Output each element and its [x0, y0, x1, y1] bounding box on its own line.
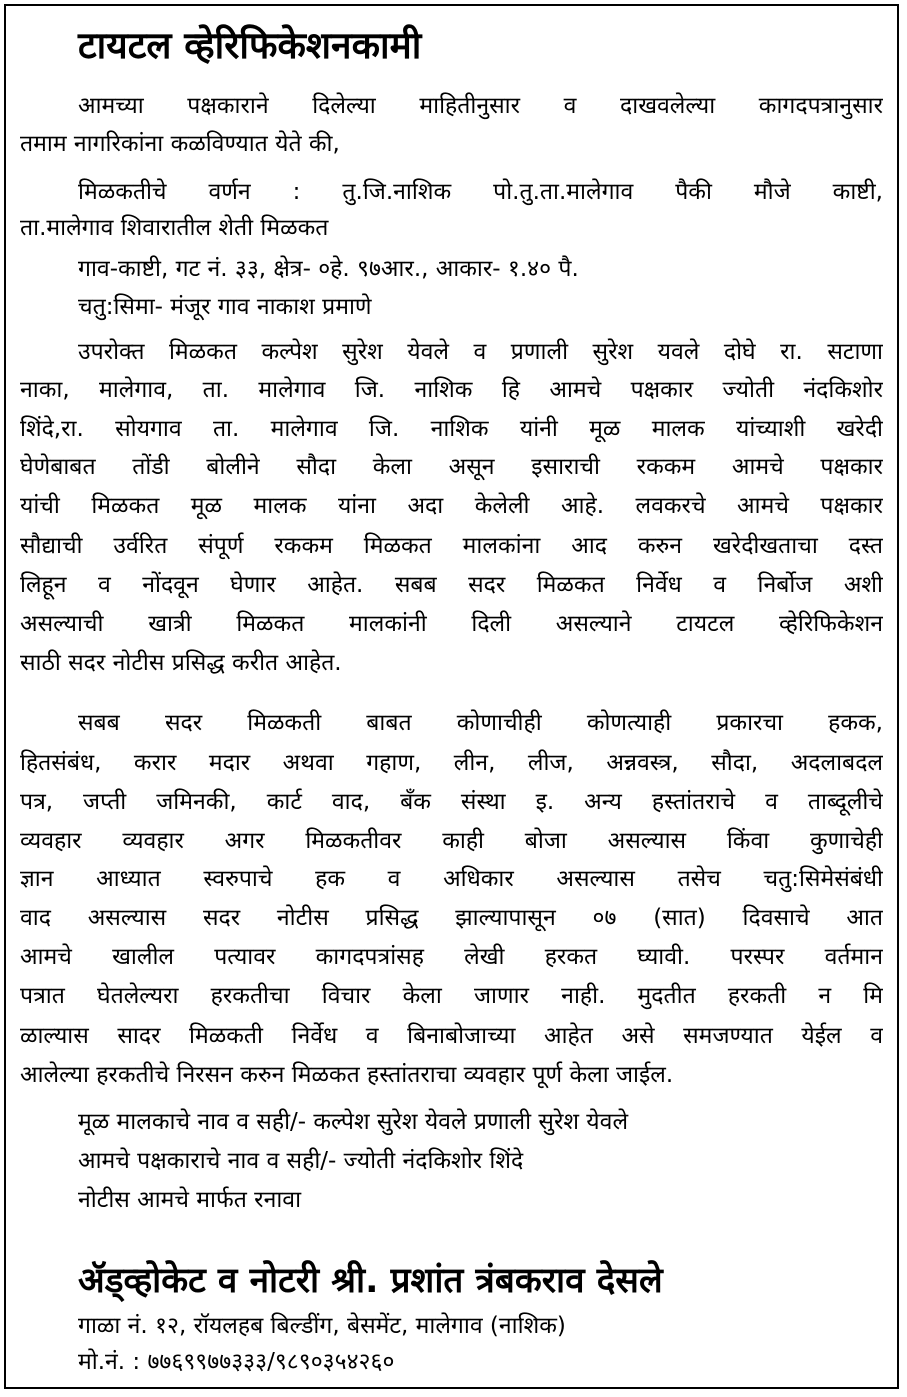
- paragraph-line: आमचे खालील पत्यावर कागदपत्रांसह लेखी हरकत घ्यावी. परस्पर वर्तमान: [20, 944, 883, 970]
- client-signature-line: आमचे पक्षकाराचे नाव व सही/- ज्योती नंदकिशोर शिंदे: [78, 1148, 524, 1174]
- paragraph-line: उपरोक्त मिळकत कल्पेश सुरेश येवले व प्रणाली सुरेश यवले दोघे रा. सटाणा: [78, 339, 883, 365]
- paragraph-line: नाका, मालेगाव, ता. मालेगाव जि. नाशिक हि आमचे पक्षकार ज्योती नंदकिशोर: [20, 377, 883, 403]
- advocate-phone: मो.नं. : ७७६९९७७३३३/९८९०३५४२६०: [78, 1349, 395, 1375]
- intro-line: तमाम नागरिकांना कळविण्यात येते की,: [20, 131, 340, 157]
- paragraph-line: ज्ञान आध्यात स्वरुपाचे हक व अधिकार असल्यास तसेच चतु:सिमेसंबंधी: [20, 866, 883, 892]
- paragraph-line: हितसंबंध, करार मदार अथवा गहाण, लीन, लीज, अन्नवस्त्र, सौदा, अदलाबदल: [20, 750, 883, 776]
- paragraph-line: सबब सदर मिळकती बाबत कोणाचीही कोणत्याही प्रकारचा हकक,: [78, 710, 883, 736]
- advocate-address: गाळा नं. १२, रॉयलहब बिल्डींग, बेसमेंट, मालेगाव (नाशिक): [78, 1313, 566, 1339]
- property-details-line: गाव-काष्टी, गट नं. ३३, क्षेत्र- ०हे. ९७आर., आकार- १.४० पै.: [78, 256, 579, 282]
- paragraph-line: पत्रात घेतलेल्यरा हरकतीचा विचार केला जाणार नाही. मुदतीत हरकती न मि: [20, 983, 883, 1009]
- property-description-line: मिळकतीचे वर्णन : तु.जि.नाशिक पो.तु.ता.मालेगाव पैकी मौजे काष्टी,: [78, 179, 883, 205]
- notice-through-line: नोटीस आमचे मार्फत रनावा: [78, 1187, 302, 1213]
- paragraph-line: आलेल्या हरकतीचे निरसन करुन मिळकत हस्तांतराचा व्यवहार पूर्ण केला जाईल.: [20, 1062, 674, 1088]
- paragraph-line: पत्र, जप्ती जमिनकी, कार्ट वाद, बँक संस्था इ. अन्य हस्तांतराचे व ताब्दूलीचे: [20, 789, 883, 815]
- paragraph-line: साठी सदर नोटीस प्रसिद्ध करीत आहेत.: [20, 650, 342, 676]
- paragraph-line: लिहून व नोंदवून घेणार आहेत. सबब सदर मिळकत निर्वेध व निर्बोज अशी: [20, 572, 883, 598]
- property-boundaries-line: चतु:सिमा- मंजूर गाव नाकाश प्रमाणे: [78, 294, 372, 320]
- advocate-name: ॲड्व्होकेट व नोटरी श्री. प्रशांत त्रंबकराव देसले: [78, 1261, 663, 1301]
- intro-line: आमच्या पक्षकाराने दिलेल्या माहितीनुसार व दाखवलेल्या कागदपत्रानुसार: [78, 93, 883, 119]
- paragraph-line: सौद्याची उर्वरित संपूर्ण रककम मिळकत मालकांना आद करुन खरेदीखताचा दस्त: [20, 533, 883, 559]
- paragraph-line: असल्याची खात्री मिळकत मालकांनी दिली असल्याने टायटल व्हेरिफिकेशन: [20, 611, 883, 637]
- notice-title: टायटल व्हेरिफिकेशनकामी: [78, 24, 422, 67]
- paragraph-line: वाद असल्यास सदर नोटीस प्रसिद्ध झाल्यापासून ०७ (सात) दिवसाचे आत: [20, 905, 883, 931]
- notice-frame: [4, 4, 899, 1389]
- paragraph-line: शिंदे,रा. सोयगाव ता. मालेगाव जि. नाशिक यांनी मूळ मालक यांच्याशी खरेदी: [20, 416, 883, 442]
- paragraph-line: ळाल्यास सादर मिळकती निर्वेध व बिनाबोजाच्या आहेत असे समजण्यात येईल व: [20, 1023, 883, 1049]
- owner-signature-line: मूळ मालकाचे नाव व सही/- कल्पेश सुरेश येवले प्रणाली सुरेश येवले: [78, 1109, 629, 1135]
- paragraph-line: व्यवहार व्यवहार अगर मिळकतीवर काही बोजा असल्यास किंवा कुणाचेही: [20, 828, 883, 854]
- property-description-line: ता.मालेगाव शिवारातील शेती मिळकत: [20, 215, 329, 241]
- paragraph-line: घेणेबाबत तोंडी बोलीने सौदा केला असून इसाराची रककम आमचे पक्षकार: [20, 454, 883, 480]
- paragraph-line: यांची मिळकत मूळ मालक यांना अदा केलेली आहे. लवकरचे आमचे पक्षकार: [20, 493, 883, 519]
